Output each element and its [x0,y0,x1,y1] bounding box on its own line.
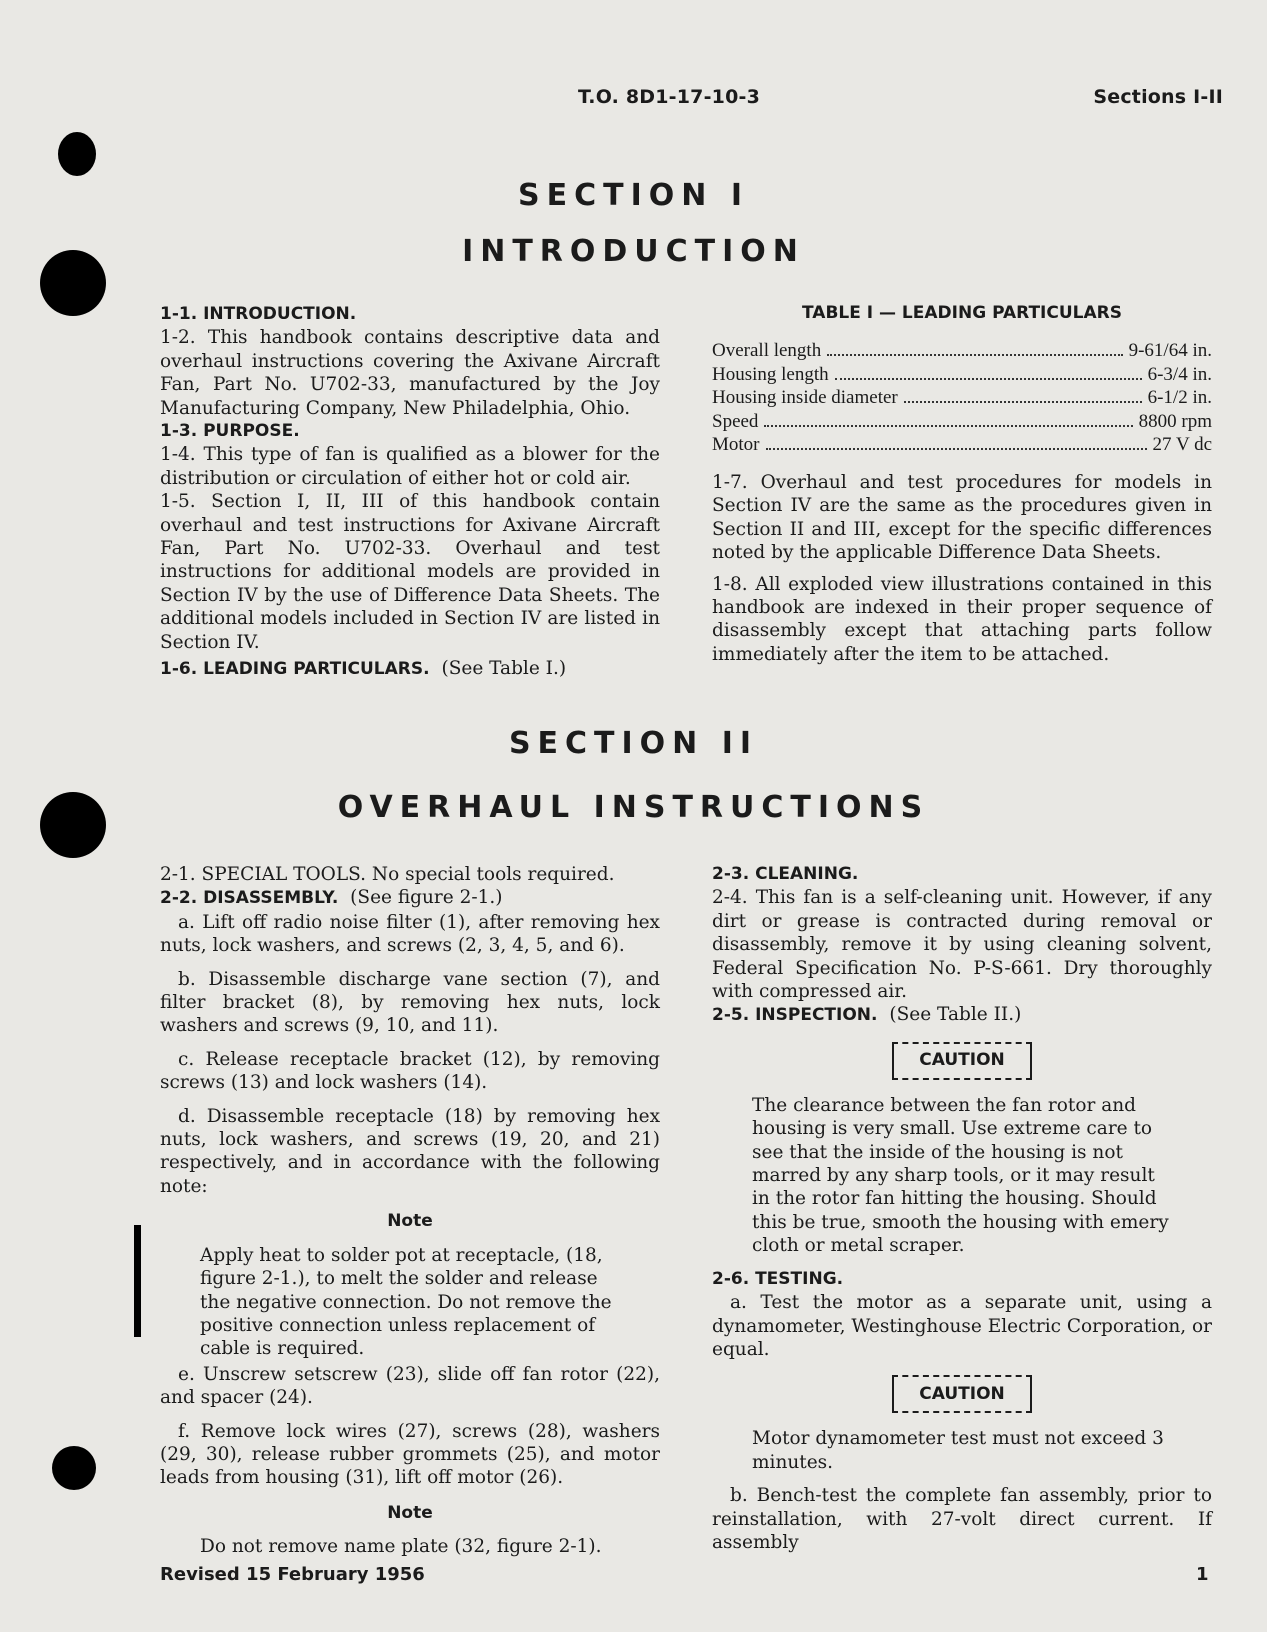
table-cell-label: Motor [712,434,760,456]
table-row [712,364,1212,388]
scan-blot [58,132,96,176]
heading-leading-particulars: 1-6. LEADING PARTICULARS. [160,659,430,680]
note-1-title: Note [387,1211,433,1232]
heading-inspection: 2-5. INSPECTION. [712,1005,878,1026]
section-1-title: SECTION I [518,178,749,213]
table-row [712,411,1212,435]
table-row [712,340,1212,364]
heading-disassembly: 2-2. DISASSEMBLY. [160,888,339,909]
caution-box-2: CAUTION [892,1375,1032,1413]
table-reference: (See Table I.) [441,658,567,680]
table-title: TABLE I — LEADING PARTICULARS [802,303,1122,323]
test-step-a: a. Test the motor as a separate unit, using a dynamometer, Westinghouse Electric Corporation, or equal. [712,1292,1213,1360]
table-cell-value: 27 V dc [1152,434,1212,456]
table-cell-label: Overall length [712,340,822,361]
technical-order-number: T.O. 8D1-17-10-3 [578,86,761,108]
paragraph-2-4: 2-4. This fan is a self-cleaning unit. However, if any dirt or grease is contracted during removal or disassembly, remove it by using cleaning solvent, Federal Specification No. P-S-661. Dry thoroughly with compressed air. [712,887,1212,1003]
caution-box-1: CAUTION [892,1042,1032,1080]
punch-hole-bottom [52,1446,96,1490]
section-2-left-column [160,863,660,1559]
step-a: a. Lift off radio noise filter (1), after removing hex nuts, lock washers, and screws (2, 3, 4, 5, and 6). [160,911,660,957]
table-cell-value: 8800 rpm [1138,410,1212,432]
section-2-subtitle: OVERHAUL INSTRUCTIONS [337,790,930,825]
section-1-left-column [160,303,660,682]
section-1-right-column [712,471,1212,666]
paragraph-1-8: 1-8. All exploded view illustrations contained in this handbook are indexed in their proper sequence of disassembly except that attaching parts follow immediately after the item to be attached. [712,573,1212,665]
page-number: 1 [1196,1564,1209,1585]
step-d: d. Disassemble receptacle (18) by removing hex nuts, lock washers, and screws (19, 20, and 21) respectively, and in accordance with the following note: [160,1105,660,1197]
table-cell-value: 6-3/4 in. [1147,363,1212,385]
leading-particulars-table [712,340,1212,458]
table-cell-value: 6-1/2 in. [1147,387,1212,409]
step-e: e. Unscrew setscrew (23), slide off fan rotor (22), and spacer (24). [160,1363,660,1409]
step-b: b. Disassemble discharge vane section (7), and filter bracket (8), by removing hex nuts, lock washers and screws (9, 10, and 11). [160,968,660,1037]
revision-date: Revised 15 February 1956 [160,1564,425,1585]
paragraph-2-1: 2-1. SPECIAL TOOLS. No special tools required. [160,864,615,885]
table-row [712,387,1212,411]
note-2-text: Do not remove name plate (32, figure 2-1). [200,1536,602,1558]
table-cell-label: Housing inside diameter [712,387,898,409]
paragraph-1-5: 1-5. Section I, II, III of this handbook contain overhaul and test instructions for Axivane Aircraft Fan, Part No. U702-33. Overhaul and test instructions for additional models are provided in Section IV by the use of Difference Data Sheets. The additional models included in Section IV are listed in Section IV. [160,491,660,653]
heading-purpose: 1-3. PURPOSE. [160,421,300,442]
caution-2-text: Motor dynamometer test must not exceed 3 minutes. [752,1428,1164,1473]
note-2-title: Note [387,1502,433,1523]
section-2-title: SECTION II [508,726,759,761]
section-1-subtitle: INTRODUCTION [462,234,805,269]
test-step-b: b. Bench-test the complete fan assembly, prior to reinstallation, with 27-volt direct current. If assembly [712,1485,1212,1553]
change-bar [134,1225,141,1337]
figure-reference: (See figure 2-1.) [350,887,503,909]
step-f: f. Remove lock wires (27), screws (28), washers (29, 30), release rubber grommets (25), and motor leads from housing (31), lift off motor (26). [160,1420,660,1489]
table-cell-label: Speed [712,410,759,432]
table-cell-value: 9-61/64 in. [1128,340,1212,361]
paragraph-1-7: 1-7. Overhaul and test procedures for models in Section IV are the same as the procedures given in Section II and III, except for the specific differences noted by the applicable Difference Data Sheets. [712,472,1212,564]
section-2-right-column [712,863,1212,1554]
sections-range: Sections I-II [1093,86,1223,108]
heading-cleaning: 2-3. CLEANING. [712,864,859,884]
table-cell-label: Housing length [712,363,829,385]
table-2-reference: (See Table II.) [889,1004,1022,1026]
heading-introduction: 1-1. INTRODUCTION. [160,304,357,324]
heading-testing: 2-6. TESTING. [712,1268,844,1289]
step-c: c. Release receptacle bracket (12), by removing screws (13) and lock washers (14). [160,1048,660,1094]
note-1-text: Apply heat to solder pot at receptacle, (18, figure 2-1.), to melt the solder and release the negative connection. Do not remove the positive connection unless replacement of cable is required. [200,1244,612,1360]
caution-1-text: The clearance between the fan rotor and housing is very small. Use extreme care to see that the inside of the housing is not marred by any sharp tools, or it may result in the rotor fan hitting the housing. Should this be true, smooth the housing with emery cloth or metal scraper. [752,1094,1169,1257]
paragraph-1-2: 1-2. This handbook contains descriptive data and overhaul instructions covering the Axivane Aircraft Fan, Part No. U702-33, manufactured by the Joy Manufacturing Company, New Philadelphia, Ohio. [160,327,660,419]
paragraph-1-4: 1-4. This type of fan is qualified as a blower for the distribution or circulation of either hot or cold air. [160,444,660,489]
table-row [712,434,1212,458]
